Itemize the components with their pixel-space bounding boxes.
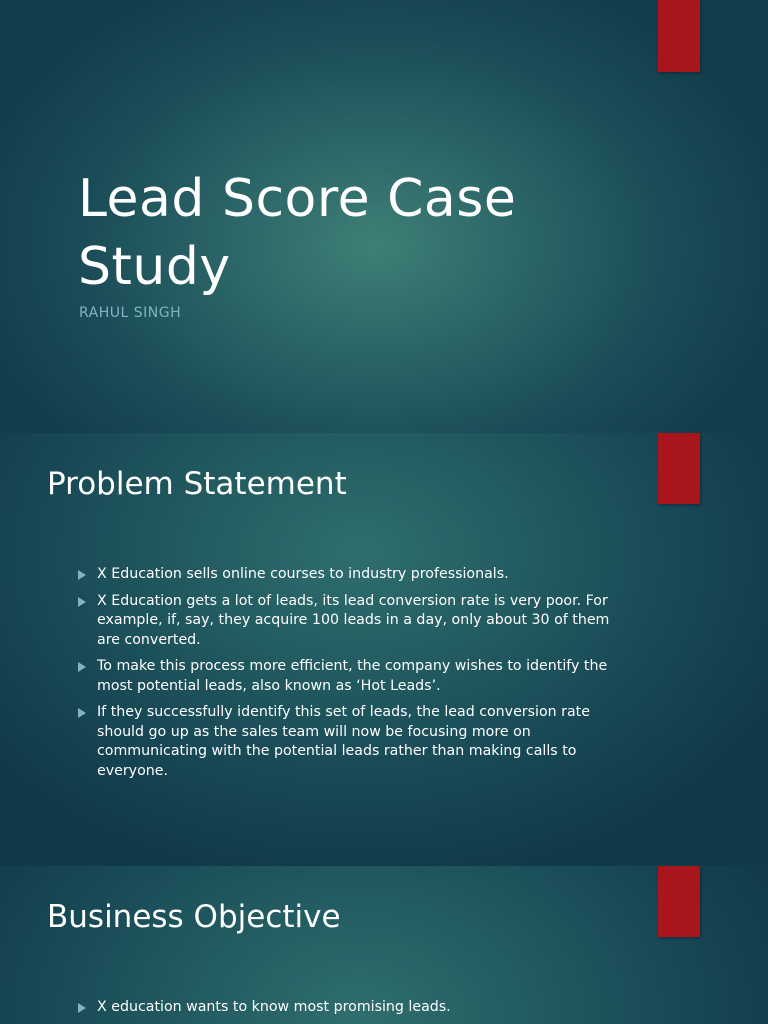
red-accent-tab (658, 433, 700, 504)
triangle-right-icon (78, 597, 86, 607)
title-slide (0, 0, 768, 433)
triangle-right-icon (78, 708, 86, 718)
bullet-text: X Education gets a lot of leads, its lead conversion rate is very poor. For example, if, say, they acquire 100 leads in a day, only about 30 of them are converted. (97, 592, 610, 648)
business-objective-slide (0, 866, 768, 1024)
bullet-list (76, 565, 636, 788)
list-item (76, 703, 636, 781)
list-item (76, 565, 636, 585)
slide-heading: Business Objective (47, 899, 341, 935)
bullet-list (76, 998, 636, 1024)
presentation-title: Lead Score Case Study (78, 169, 517, 297)
list-item (76, 657, 636, 696)
triangle-right-icon (78, 662, 86, 672)
bullet-text: X education wants to know most promising leads. (97, 999, 451, 1015)
triangle-right-icon (78, 1003, 86, 1013)
bullet-text: If they successfully identify this set of leads, the lead conversion rate should go up as the sales team will now be focusing more on communicating with the potential leads rather than making calls to everyone. (97, 704, 590, 779)
author-subtitle: RAHUL SINGH (79, 305, 182, 321)
red-accent-tab (658, 866, 700, 937)
slide-heading: Problem Statement (47, 466, 347, 502)
triangle-right-icon (78, 570, 86, 580)
list-item (76, 592, 636, 651)
list-item (76, 998, 636, 1018)
bullet-text: X Education sells online courses to industry professionals. (97, 566, 509, 582)
bullet-text: To make this process more efficient, the company wishes to identify the most potential leads, also known as ‘Hot Leads’. (97, 658, 608, 694)
problem-statement-slide (0, 433, 768, 866)
red-accent-tab (658, 0, 700, 72)
